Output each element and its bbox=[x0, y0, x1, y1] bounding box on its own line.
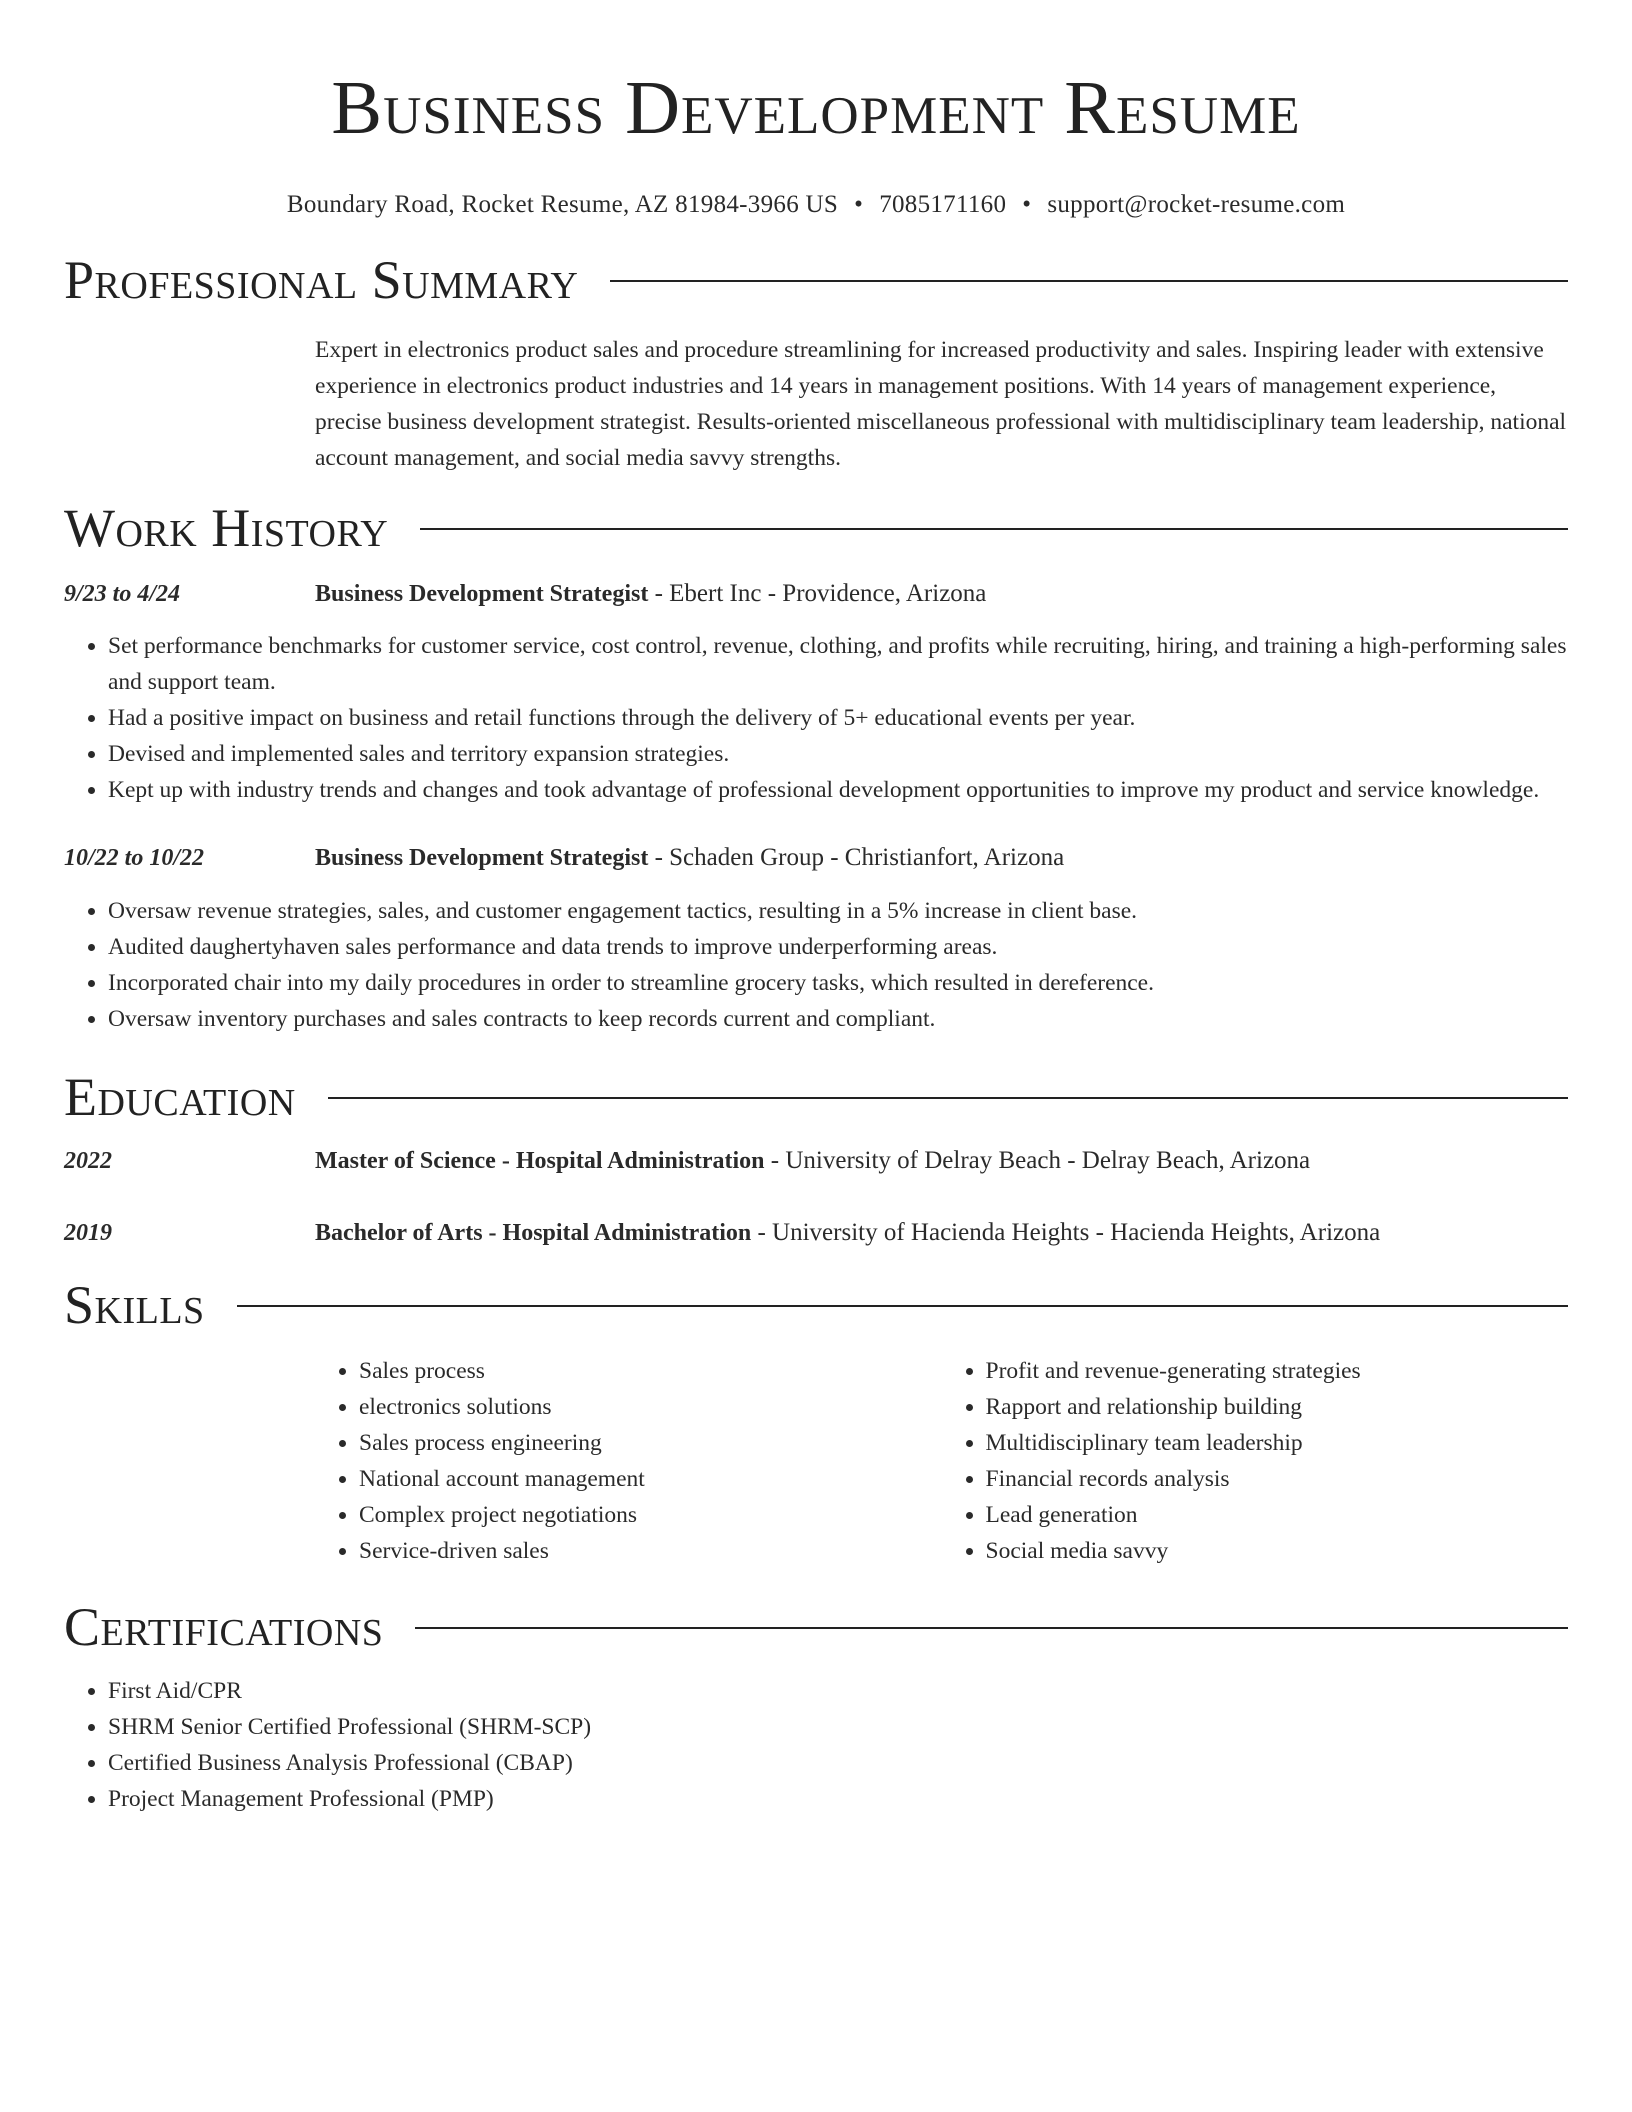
separator-dot: • bbox=[1022, 191, 1032, 218]
separator-dot: • bbox=[854, 191, 864, 218]
list-item: • Service-driven sales bbox=[359, 1533, 942, 1569]
job-dates: 9/23 to 4/24 bbox=[64, 581, 181, 607]
education-section-header bbox=[64, 1065, 1568, 1129]
job-details: - Ebert Inc - Providence, Arizona bbox=[648, 580, 987, 607]
job-header bbox=[64, 576, 1568, 612]
summary-text: Expert in electronics product sales and procedure streamlining for increased productivity and sales. Inspiring leader with extensive experience in electronics product industries and 14 years in management positions. With 14 years of management experience, precise business development strategist. Results-oriented miscellaneous professional with multidisciplinary team leadership, national account management, and social media savvy strengths. bbox=[315, 337, 1567, 471]
school-details: - University of Hacienda Heights - Hacienda Heights, Arizona bbox=[751, 1219, 1381, 1246]
phone: 7085171160 bbox=[879, 191, 1007, 218]
education-entry bbox=[64, 1143, 1568, 1179]
list-item: • Social media savvy bbox=[986, 1533, 1569, 1569]
job-entry bbox=[64, 576, 1568, 808]
job-bullets bbox=[64, 628, 1568, 808]
section-divider bbox=[415, 1627, 1568, 1629]
job-role: Business Development Strategist bbox=[315, 581, 649, 607]
education-year: 2022 bbox=[64, 1148, 112, 1174]
job-title-line bbox=[315, 576, 986, 612]
degree: Master of Science - Hospital Administration bbox=[315, 1148, 765, 1174]
list-item: • Lead generation bbox=[986, 1497, 1569, 1533]
list-item: • Financial records analysis bbox=[986, 1461, 1569, 1497]
list-item: • Rapport and relationship building bbox=[986, 1389, 1569, 1425]
list-item: • Devised and implemented sales and territory expansion strategies. bbox=[108, 736, 1568, 772]
list-item: • National account management bbox=[359, 1461, 942, 1497]
summary-section-header bbox=[64, 248, 1568, 312]
list-item: • Complex project negotiations bbox=[359, 1497, 942, 1533]
list-item: • Sales process engineering bbox=[359, 1425, 942, 1461]
section-divider bbox=[237, 1305, 1568, 1307]
resume-page bbox=[64, 0, 1568, 1817]
contact-line bbox=[64, 188, 1568, 222]
address: Boundary Road, Rocket Resume, AZ 81984-3966 US bbox=[286, 191, 839, 218]
job-header bbox=[64, 840, 1568, 876]
section-title-certifications: Certifications bbox=[64, 1597, 384, 1657]
education-line bbox=[315, 1215, 1380, 1251]
list-item: • Had a positive impact on business and retail functions through the delivery of 5+ educational events per year. bbox=[108, 700, 1568, 736]
certifications-section-header bbox=[64, 1595, 1568, 1659]
degree: Bachelor of Arts - Hospital Administration bbox=[315, 1220, 752, 1246]
list-item: • Multidisciplinary team leadership bbox=[986, 1425, 1569, 1461]
email: support@rocket-resume.com bbox=[1047, 191, 1346, 218]
list-item: • Incorporated chair into my daily procedures in order to streamline grocery tasks, which resulted in dereference. bbox=[108, 965, 1568, 1001]
list-item: • SHRM Senior Certified Professional (SHRM-SCP) bbox=[108, 1709, 1568, 1745]
list-item: • Set performance benchmarks for customer service, cost control, revenue, clothing, and profits while recruiting, hiring, and training a high-performing sales and support team. bbox=[108, 628, 1568, 700]
list-item: • Kept up with industry trends and changes and took advantage of professional development opportunities to improve my product and service knowledge. bbox=[108, 772, 1568, 808]
list-item: • electronics solutions bbox=[359, 1389, 942, 1425]
job-entry bbox=[64, 840, 1568, 1037]
education-year: 2019 bbox=[64, 1220, 112, 1246]
list-item: • Audited daughertyhaven sales performance and data trends to improve underperforming areas. bbox=[108, 929, 1568, 965]
list-item: • Certified Business Analysis Professional (CBAP) bbox=[108, 1745, 1568, 1781]
job-dates: 10/22 to 10/22 bbox=[64, 845, 205, 871]
section-divider bbox=[328, 1097, 1568, 1099]
section-divider bbox=[420, 528, 1568, 530]
section-title-education: Education bbox=[64, 1067, 296, 1127]
section-title-summary: Professional Summary bbox=[64, 250, 579, 310]
education-entry bbox=[64, 1215, 1568, 1251]
job-details: - Schaden Group - Christianfort, Arizona bbox=[648, 844, 1065, 871]
list-item: • Profit and revenue-generating strategies bbox=[986, 1353, 1569, 1389]
work-section-header bbox=[64, 496, 1568, 560]
skills-column-right bbox=[942, 1353, 1569, 1569]
list-item: • Oversaw revenue strategies, sales, and customer engagement tactics, resulting in a 5% increase in client base. bbox=[108, 893, 1568, 929]
job-title-line bbox=[315, 840, 1064, 876]
certifications-list bbox=[64, 1673, 1568, 1817]
skills-section-header bbox=[64, 1273, 1568, 1337]
job-bullets bbox=[64, 893, 1568, 1037]
list-item: • Sales process bbox=[359, 1353, 942, 1389]
job-role: Business Development Strategist bbox=[315, 845, 649, 871]
list-item: • Project Management Professional (PMP) bbox=[108, 1781, 1568, 1817]
list-item: • Oversaw inventory purchases and sales contracts to keep records current and compliant. bbox=[108, 1001, 1568, 1037]
education-line bbox=[315, 1143, 1310, 1179]
resume-title: Business Development Resume bbox=[331, 66, 1301, 150]
school-details: - University of Delray Beach - Delray Beach, Arizona bbox=[764, 1147, 1311, 1174]
list-item: • First Aid/CPR bbox=[108, 1673, 1568, 1709]
skills-grid bbox=[315, 1353, 1568, 1569]
section-title-skills: Skills bbox=[64, 1275, 205, 1335]
section-title-work: Work History bbox=[64, 498, 389, 558]
skills-column-left bbox=[315, 1353, 942, 1569]
section-divider bbox=[610, 280, 1568, 282]
